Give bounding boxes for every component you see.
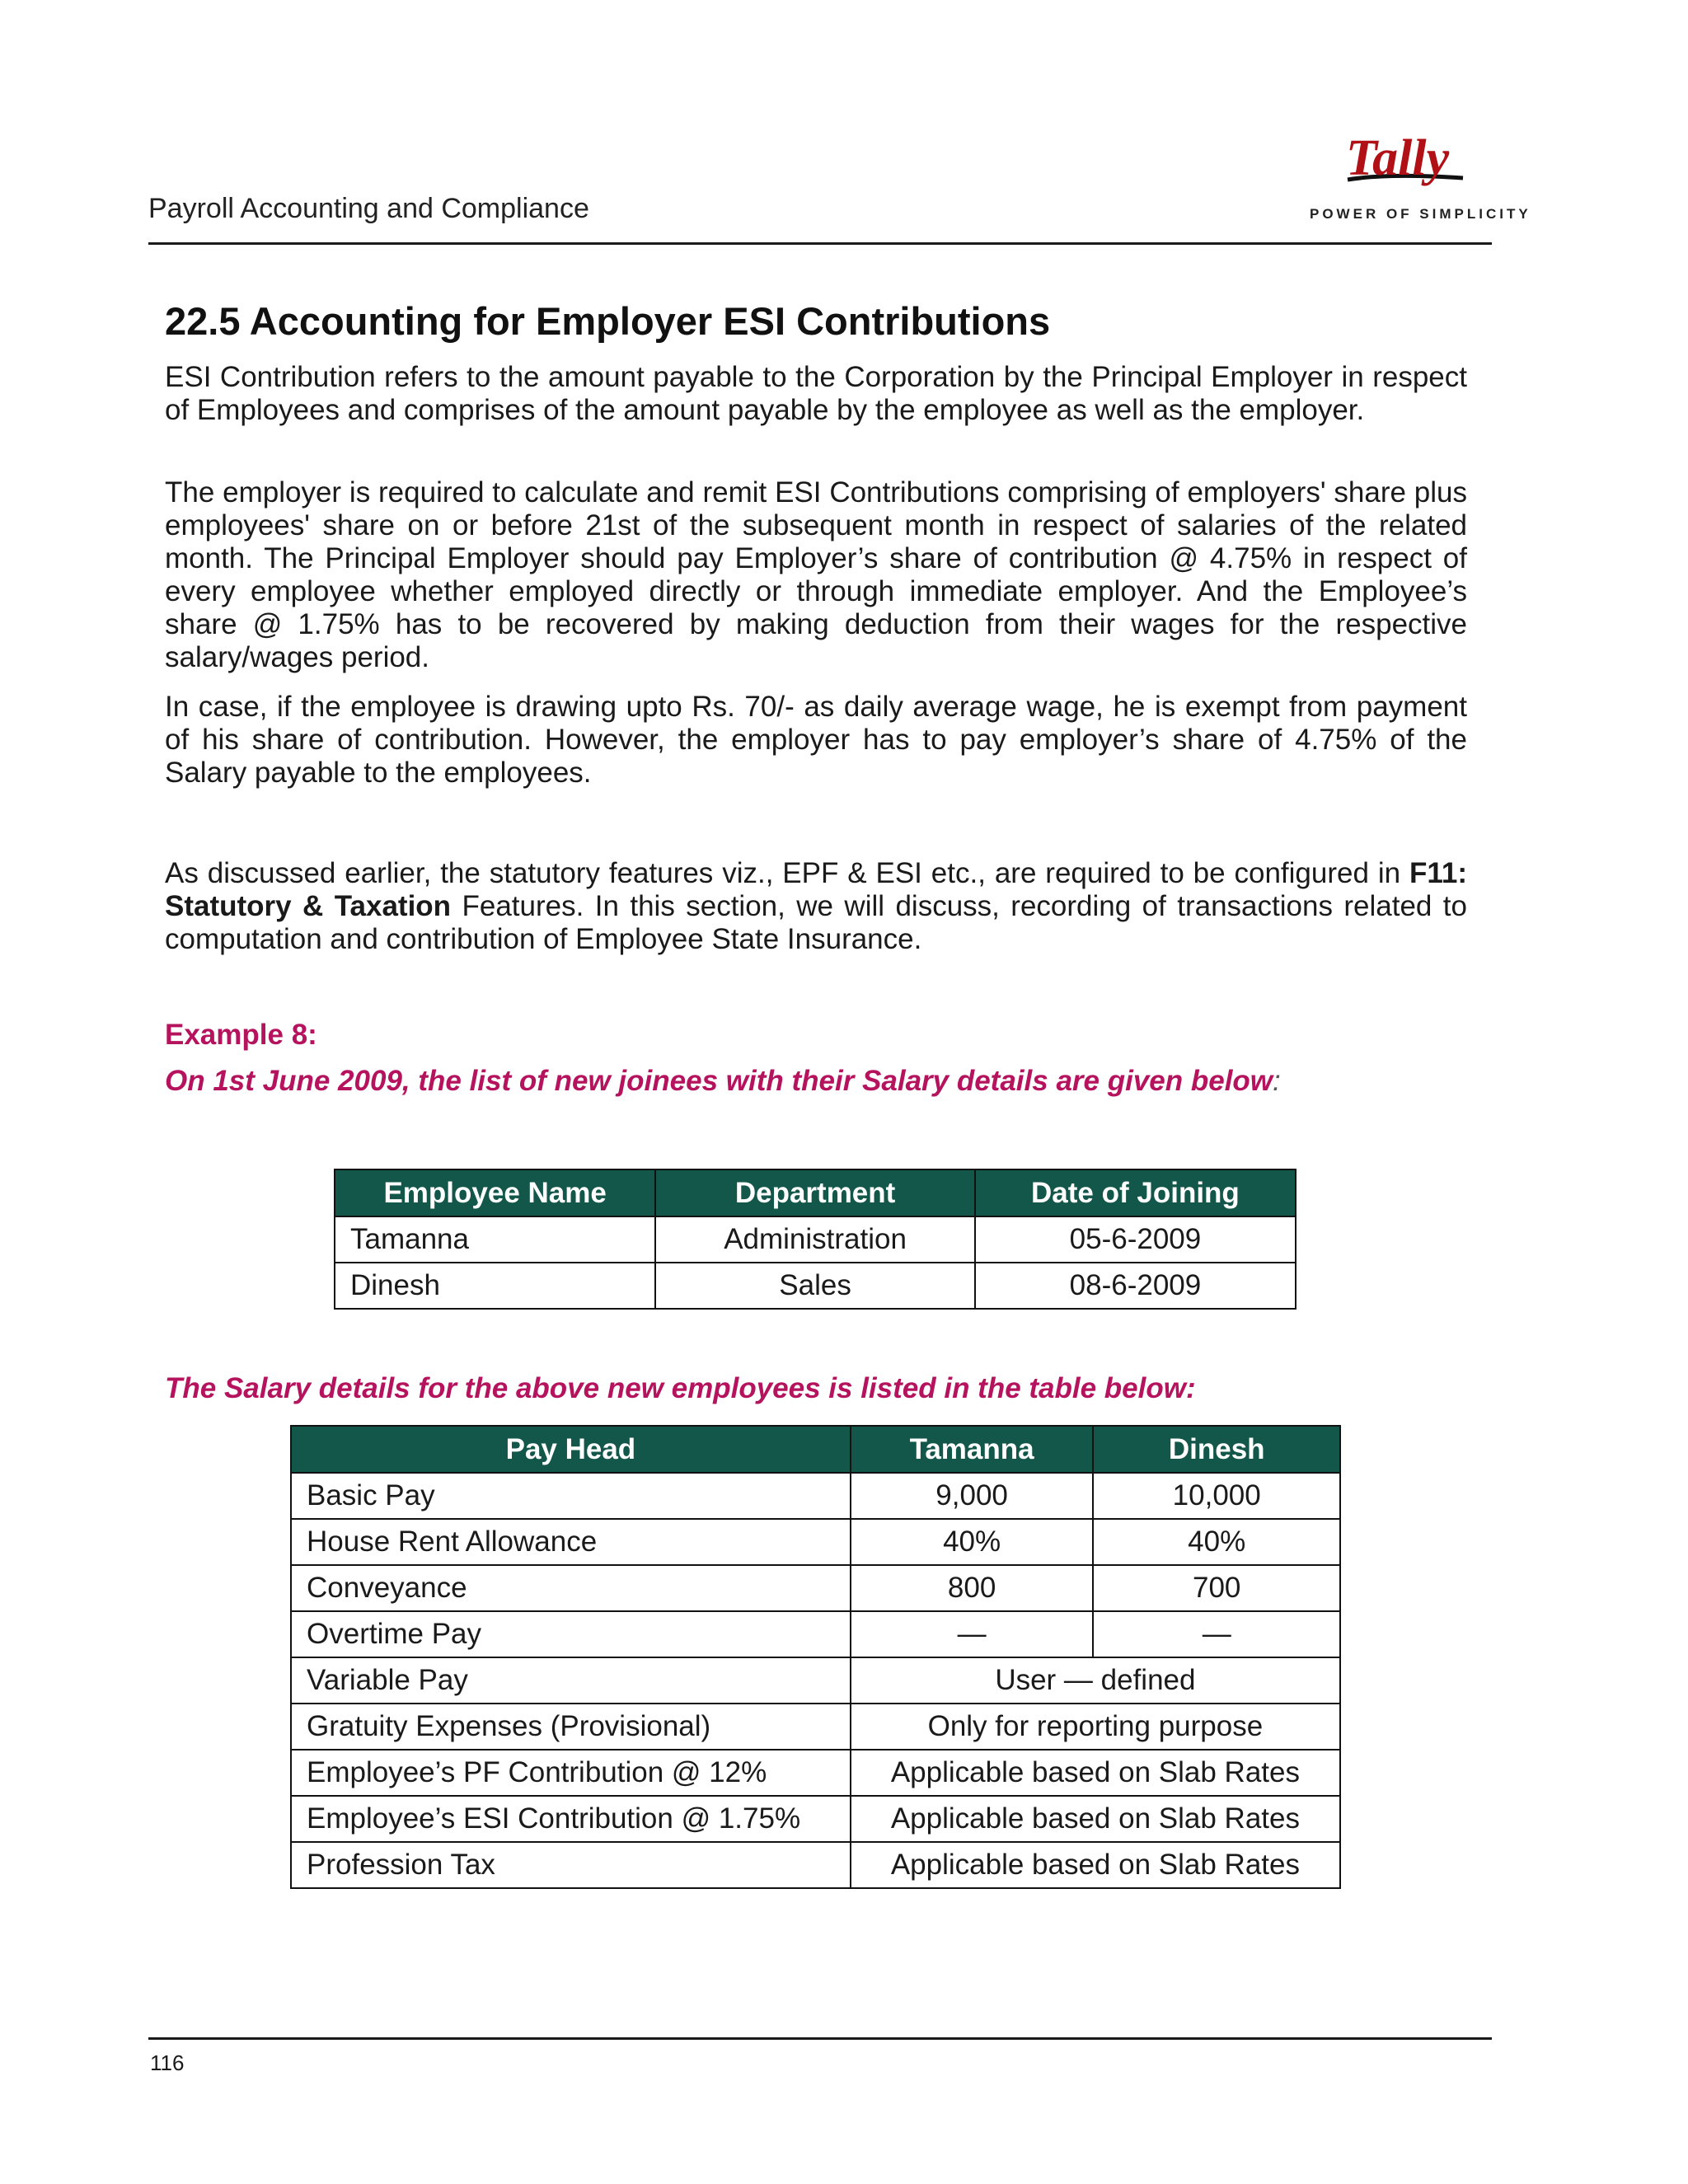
merged-value-cell: Applicable based on Slab Rates bbox=[851, 1750, 1340, 1796]
department-cell: Administration bbox=[655, 1216, 975, 1263]
tamanna-value-cell: 9,000 bbox=[851, 1473, 1094, 1519]
table-row bbox=[291, 1796, 1340, 1842]
footer-rule bbox=[148, 2037, 1492, 2040]
p4-text-after: Features. In this section, we will discuss, recording of transactions related to computation and contribution of Employee State Insurance. bbox=[165, 890, 1467, 955]
joinees-header-name: Employee Name bbox=[335, 1169, 655, 1216]
running-header: Payroll Accounting and Compliance bbox=[148, 193, 589, 224]
joinees-header-department: Department bbox=[655, 1169, 975, 1216]
pay-head-cell: Profession Tax bbox=[291, 1842, 851, 1888]
employee-name-cell: Tamanna bbox=[335, 1216, 655, 1263]
salary-table bbox=[290, 1425, 1341, 1889]
example-description bbox=[165, 1065, 1281, 1098]
table-row bbox=[335, 1216, 1296, 1263]
pay-head-cell: Employee’s PF Contribution @ 12% bbox=[291, 1750, 851, 1796]
paragraph-3: In case, if the employee is drawing upto Rs. 70/- as daily average wage, he is exempt from payment of his share of contribution. However, the employer has to pay employer’s share of 4.75% of the Salary payable to the employees. bbox=[165, 691, 1467, 789]
tamanna-value-cell: 800 bbox=[851, 1565, 1094, 1611]
paragraph-1: ESI Contribution refers to the amount payable to the Corporation by the Principal Employer in respect of Employees and comprises of the amount payable by the employee as well as the employer. bbox=[165, 361, 1467, 426]
section-heading: 22.5 Accounting for Employer ESI Contributions bbox=[165, 299, 1051, 343]
table-row bbox=[291, 1750, 1340, 1796]
merged-value-cell: User — defined bbox=[851, 1657, 1340, 1704]
joinees-header-date: Date of Joining bbox=[975, 1169, 1296, 1216]
pay-head-cell: Gratuity Expenses (Provisional) bbox=[291, 1704, 851, 1750]
page-number: 116 bbox=[150, 2050, 185, 2075]
dinesh-value-cell: 10,000 bbox=[1093, 1473, 1340, 1519]
pay-head-cell: Employee’s ESI Contribution @ 1.75% bbox=[291, 1796, 851, 1842]
logo-wordmark-text: Tally bbox=[1346, 132, 1450, 186]
tamanna-value-cell: 40% bbox=[851, 1519, 1094, 1565]
pay-head-cell: Overtime Pay bbox=[291, 1611, 851, 1657]
table-row bbox=[291, 1611, 1340, 1657]
example-title: Example 8: bbox=[165, 1019, 317, 1051]
dinesh-value-cell: 40% bbox=[1093, 1519, 1340, 1565]
table-row bbox=[291, 1519, 1340, 1565]
p4-bold-menu-ref: F11: Statutory & Taxation bbox=[165, 857, 1467, 922]
table-row bbox=[335, 1263, 1296, 1309]
tally-logo bbox=[1306, 132, 1531, 227]
salary-header-pay-head: Pay Head bbox=[291, 1426, 851, 1473]
joinees-table bbox=[334, 1169, 1296, 1310]
pay-head-cell: Conveyance bbox=[291, 1565, 851, 1611]
date-of-joining-cell: 08-6-2009 bbox=[975, 1263, 1296, 1309]
paragraph-2: The employer is required to calculate and remit ESI Contributions comprising of employers' share plus employees' share on or before 21st of the subsequent month in respect of salaries of the related month. The Principal Employer should pay Employer’s share of contribution @ 4.75% in respect of every employee whether employed directly or through immediate employer. And the Employee’s share @ 1.75% has to be recovered by making deduction from their wages for the respective salary/wages period. bbox=[165, 476, 1467, 673]
date-of-joining-cell: 05-6-2009 bbox=[975, 1216, 1296, 1263]
p4-text-before: As discussed earlier, the statutory features viz., EPF & ESI etc., are required to be configured in bbox=[165, 857, 1409, 889]
department-cell: Sales bbox=[655, 1263, 975, 1309]
pay-head-cell: Variable Pay bbox=[291, 1657, 851, 1704]
example-description-colon: : bbox=[1273, 1065, 1281, 1097]
paragraph-4 bbox=[165, 857, 1467, 956]
dinesh-value-cell: — bbox=[1093, 1611, 1340, 1657]
employee-name-cell: Dinesh bbox=[335, 1263, 655, 1309]
table-row bbox=[291, 1842, 1340, 1888]
table-row bbox=[291, 1473, 1340, 1519]
pay-head-cell: Basic Pay bbox=[291, 1473, 851, 1519]
merged-value-cell: Applicable based on Slab Rates bbox=[851, 1796, 1340, 1842]
pay-head-cell: House Rent Allowance bbox=[291, 1519, 851, 1565]
table-row bbox=[291, 1565, 1340, 1611]
salary-header-tamanna: Tamanna bbox=[851, 1426, 1094, 1473]
dinesh-value-cell: 700 bbox=[1093, 1565, 1340, 1611]
example-description-text: On 1st June 2009, the list of new joinees with their Salary details are given below bbox=[165, 1065, 1273, 1097]
salary-header-dinesh: Dinesh bbox=[1093, 1426, 1340, 1473]
salary-table-caption: The Salary details for the above new employees is listed in the table below: bbox=[165, 1372, 1196, 1404]
logo-tagline: POWER OF SIMPLICITY bbox=[1310, 206, 1531, 222]
merged-value-cell: Only for reporting purpose bbox=[851, 1704, 1340, 1750]
table-row bbox=[291, 1704, 1340, 1750]
merged-value-cell: Applicable based on Slab Rates bbox=[851, 1842, 1340, 1888]
header-rule bbox=[148, 242, 1492, 245]
tally-wordmark-icon bbox=[1339, 132, 1471, 198]
tamanna-value-cell: — bbox=[851, 1611, 1094, 1657]
table-row bbox=[291, 1657, 1340, 1704]
